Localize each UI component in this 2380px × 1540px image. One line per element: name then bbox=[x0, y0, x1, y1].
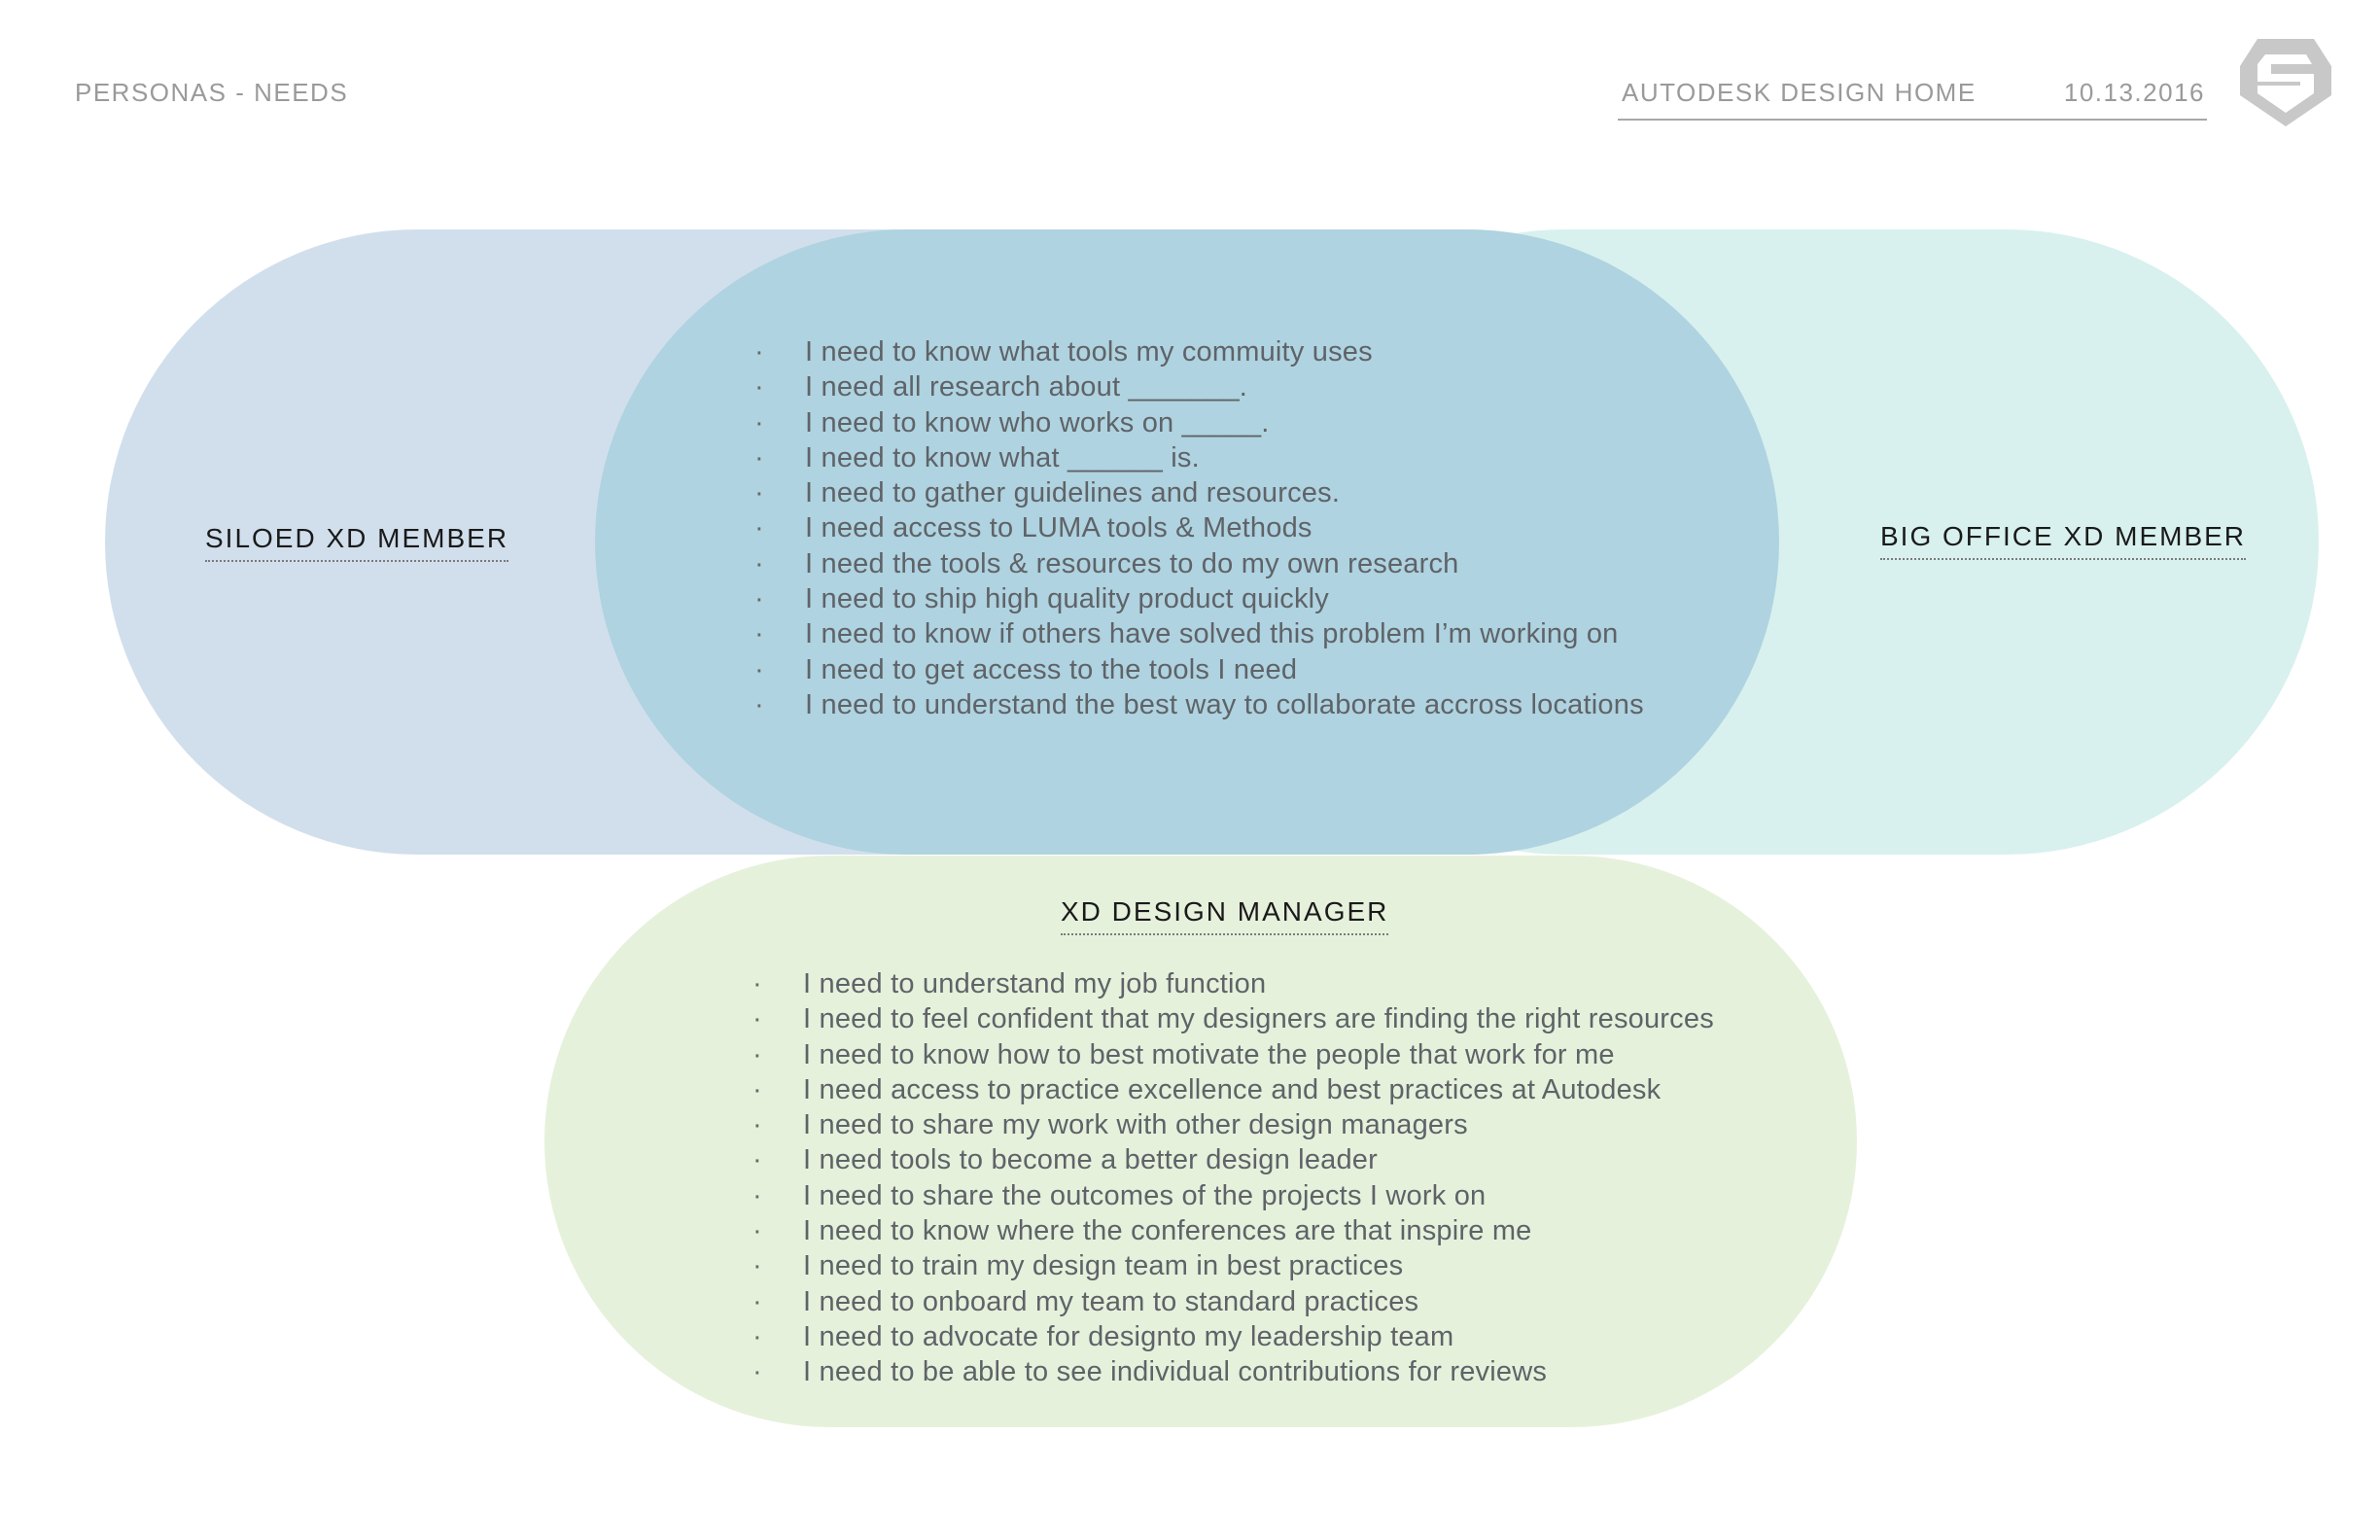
list-item bbox=[754, 475, 1644, 510]
need-text: I need to know where the conferences are that inspire me bbox=[803, 1215, 1532, 1247]
list-item bbox=[754, 652, 1644, 687]
bullet-icon: · bbox=[754, 406, 764, 438]
list-item bbox=[752, 1142, 1714, 1177]
need-text: I need to understand the best way to collaborate accross locations bbox=[805, 688, 1644, 720]
list-item bbox=[752, 1319, 1714, 1354]
need-text: I need to know if others have solved this problem I’m working on bbox=[805, 618, 1619, 650]
list-item bbox=[754, 687, 1644, 722]
shared-needs-list bbox=[754, 334, 1644, 722]
site-title[interactable]: AUTODESK DESIGN HOME bbox=[1622, 78, 1977, 107]
list-item bbox=[754, 440, 1644, 475]
bullet-icon: · bbox=[752, 1285, 762, 1317]
need-text: I need to get access to the tools I need bbox=[805, 653, 1298, 685]
need-text: I need to advocate for designto my leadership team bbox=[803, 1320, 1454, 1352]
bullet-icon: · bbox=[752, 1003, 762, 1035]
need-text: I need to onboard my team to standard practices bbox=[803, 1285, 1419, 1317]
list-item bbox=[752, 1037, 1714, 1072]
need-text: I need to know who works on _____. bbox=[805, 406, 1270, 438]
bullet-icon: · bbox=[754, 653, 764, 685]
page-title: PERSONAS - NEEDS bbox=[75, 78, 349, 107]
need-text: I need to share the outcomes of the projects I work on bbox=[803, 1179, 1487, 1211]
bullet-icon: · bbox=[754, 477, 764, 509]
need-text: I need to gather guidelines and resources. bbox=[805, 477, 1341, 509]
bullet-icon: · bbox=[754, 688, 764, 720]
list-item bbox=[754, 334, 1644, 369]
list-item bbox=[752, 966, 1714, 1001]
bullet-icon: · bbox=[754, 441, 764, 473]
need-text: I need to know how to best motivate the people that work for me bbox=[803, 1038, 1615, 1070]
bullet-icon: · bbox=[754, 512, 764, 544]
bullet-icon: · bbox=[754, 371, 764, 403]
need-text: I need tools to become a better design leader bbox=[803, 1144, 1378, 1176]
list-item bbox=[752, 1248, 1714, 1283]
big-office-member-label: BIG OFFICE XD MEMBER bbox=[1880, 521, 2246, 560]
list-item bbox=[752, 1354, 1714, 1389]
need-text: I need the tools & resources to do my own research bbox=[805, 547, 1459, 579]
list-item bbox=[754, 546, 1644, 581]
list-item bbox=[754, 510, 1644, 545]
bullet-icon: · bbox=[752, 1250, 762, 1282]
need-text: I need to train my design team in best practices bbox=[803, 1250, 1404, 1282]
bullet-icon: · bbox=[754, 583, 764, 615]
need-text: I need to share my work with other design managers bbox=[803, 1109, 1468, 1141]
bullet-icon: · bbox=[752, 968, 762, 999]
need-text: I need to feel confident that my designers are finding the right resources bbox=[803, 1003, 1714, 1035]
list-item bbox=[754, 581, 1644, 616]
list-item bbox=[752, 1284, 1714, 1319]
manager-needs-list bbox=[752, 966, 1714, 1390]
document-date: 10.13.2016 bbox=[2063, 78, 2205, 107]
bullet-icon: · bbox=[752, 1179, 762, 1211]
bullet-icon: · bbox=[752, 1320, 762, 1352]
list-item bbox=[754, 369, 1644, 404]
shield-logo-icon bbox=[2236, 35, 2335, 130]
list-item bbox=[752, 1178, 1714, 1213]
need-text: I need to be able to see individual contributions for reviews bbox=[803, 1356, 1548, 1388]
bullet-icon: · bbox=[752, 1215, 762, 1247]
list-item bbox=[752, 1072, 1714, 1107]
bullet-icon: · bbox=[752, 1144, 762, 1176]
list-item bbox=[754, 405, 1644, 440]
design-manager-label: XD DESIGN MANAGER bbox=[1061, 896, 1388, 935]
need-text: I need to know what tools my commuity uses bbox=[805, 336, 1373, 368]
list-item bbox=[752, 1107, 1714, 1142]
need-text: I need to understand my job function bbox=[803, 968, 1267, 999]
need-text: I need all research about _______. bbox=[805, 371, 1248, 403]
bullet-icon: · bbox=[754, 618, 764, 650]
need-text: I need to ship high quality product quickly bbox=[805, 583, 1329, 615]
need-text: I need to know what ______ is. bbox=[805, 441, 1200, 473]
bullet-icon: · bbox=[754, 547, 764, 579]
list-item bbox=[752, 1001, 1714, 1036]
bullet-icon: · bbox=[752, 1356, 762, 1388]
bullet-icon: · bbox=[752, 1073, 762, 1105]
list-item bbox=[752, 1213, 1714, 1248]
bullet-icon: · bbox=[754, 336, 764, 368]
list-item bbox=[754, 616, 1644, 651]
siloed-member-label: SILOED XD MEMBER bbox=[205, 523, 508, 562]
bullet-icon: · bbox=[752, 1109, 762, 1141]
bullet-icon: · bbox=[752, 1038, 762, 1070]
need-text: I need access to practice excellence and best practices at Autodesk bbox=[803, 1073, 1662, 1105]
header-bar bbox=[1618, 78, 2207, 121]
need-text: I need access to LUMA tools & Methods bbox=[805, 512, 1312, 544]
